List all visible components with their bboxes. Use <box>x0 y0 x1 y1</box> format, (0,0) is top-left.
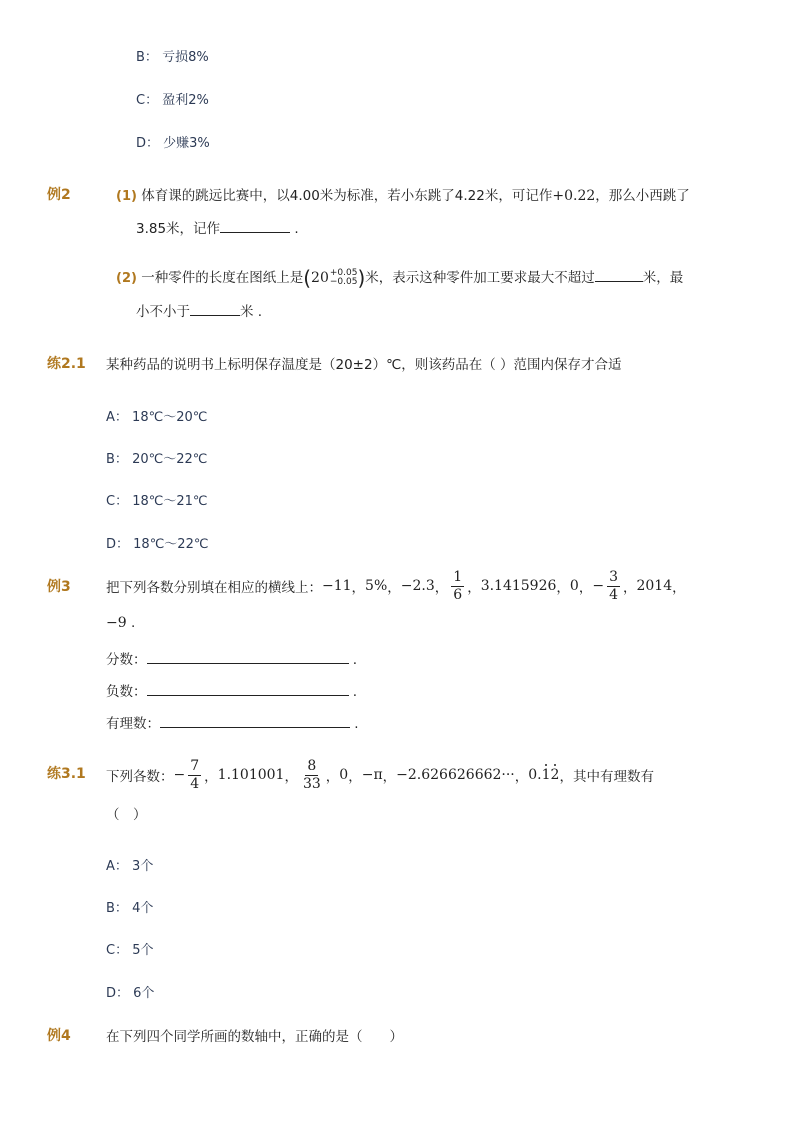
practice-2-1-question: 某种药品的说明书上标明保存温度是（20±2）℃，则该药品在（ ）范围内保存才合适 <box>106 357 622 373</box>
ex1-option-b: B： 亏损8% <box>136 50 209 65</box>
practice-3-1-option-d: D： 6个 <box>106 986 155 1001</box>
practice-3-1-label: 练3.1 <box>47 766 86 782</box>
practice-2-1-option-a: A： 18℃～20℃ <box>106 410 208 425</box>
practice-3-1-paren: （ ） <box>106 807 147 823</box>
ex2-part2-line1: (2) 一种零件的长度在图纸上是(20 +0.05 −0.05 )米，表示这种零件加工要求最大不超过 米，最 <box>116 266 684 290</box>
fraction-one-sixth: $\frac{1}{6}$ <box>453 569 463 603</box>
ex1-option-c: C： 盈利2% <box>136 93 209 108</box>
ex3-negative-row: 负数： . <box>106 684 358 700</box>
ex3-label: 例3 <box>47 579 71 595</box>
answer-blank <box>147 651 349 664</box>
ex2-part2-line2: 小不小于 米 . <box>136 304 263 320</box>
practice-3-1-question: 下列各数： − $\frac{7}{4}$ ， 1.101001 ， $\frac{8}{33}$ ， 0 ， −π ， −2.626626662··· ， 0.12 ，其中有理数有 <box>106 758 654 792</box>
fraction-three-quarters: $\frac{3}{4}$ <box>609 569 618 603</box>
fraction-eight-thirtythirds: $\frac{8}{33}$ <box>302 758 321 792</box>
answer-blank <box>595 269 643 282</box>
ex2-part1-line1: (1) 体育课的跳远比赛中，以4.00米为标准，若小东跳了4.22米，可记作+0.22，那么小西跳了 <box>116 188 690 204</box>
practice-3-1-option-a: A： 3个 <box>106 859 154 874</box>
repeating-decimal: 0.12 <box>528 767 560 783</box>
answer-blank <box>190 303 240 316</box>
practice-2-1-option-c: C： 18℃～21℃ <box>106 494 208 509</box>
answer-blank <box>160 715 350 728</box>
ex4-label: 例4 <box>47 1028 71 1044</box>
practice-3-1-option-b: B： 4个 <box>106 901 154 916</box>
answer-blank <box>147 683 349 696</box>
ex3-number-list: 把下列各数分别填在相应的横线上： −11 ， 5% ， −2.3 ， $\frac{1}{6}$ ， 3.1415926 ， 0 ， − $\frac{3}{4}$ ， 2014 ， <box>106 569 686 603</box>
ex4-question: 在下列四个同学所画的数轴中，正确的是（ ） <box>106 1029 403 1045</box>
ex2-part1-line2: 3.85米，记作 . <box>136 221 299 237</box>
practice-2-1-option-d: D： 18℃～22℃ <box>106 537 209 552</box>
practice-3-1-option-c: C： 5个 <box>106 943 154 958</box>
practice-2-1-label: 练2.1 <box>47 356 86 372</box>
fraction-seven-quarters: $\frac{7}{4}$ <box>190 758 200 792</box>
tolerance: +0.05 −0.05 <box>329 267 358 287</box>
ex2-label: 例2 <box>47 187 71 203</box>
ex3-rational-row: 有理数： . <box>106 716 359 732</box>
ex3-fraction-row: 分数： . <box>106 652 358 668</box>
practice-2-1-option-b: B： 20℃～22℃ <box>106 452 208 467</box>
ex3-number-list-end: −9 . <box>106 615 136 631</box>
answer-blank <box>220 220 290 233</box>
ex1-option-d: D： 少赚3% <box>136 136 210 151</box>
